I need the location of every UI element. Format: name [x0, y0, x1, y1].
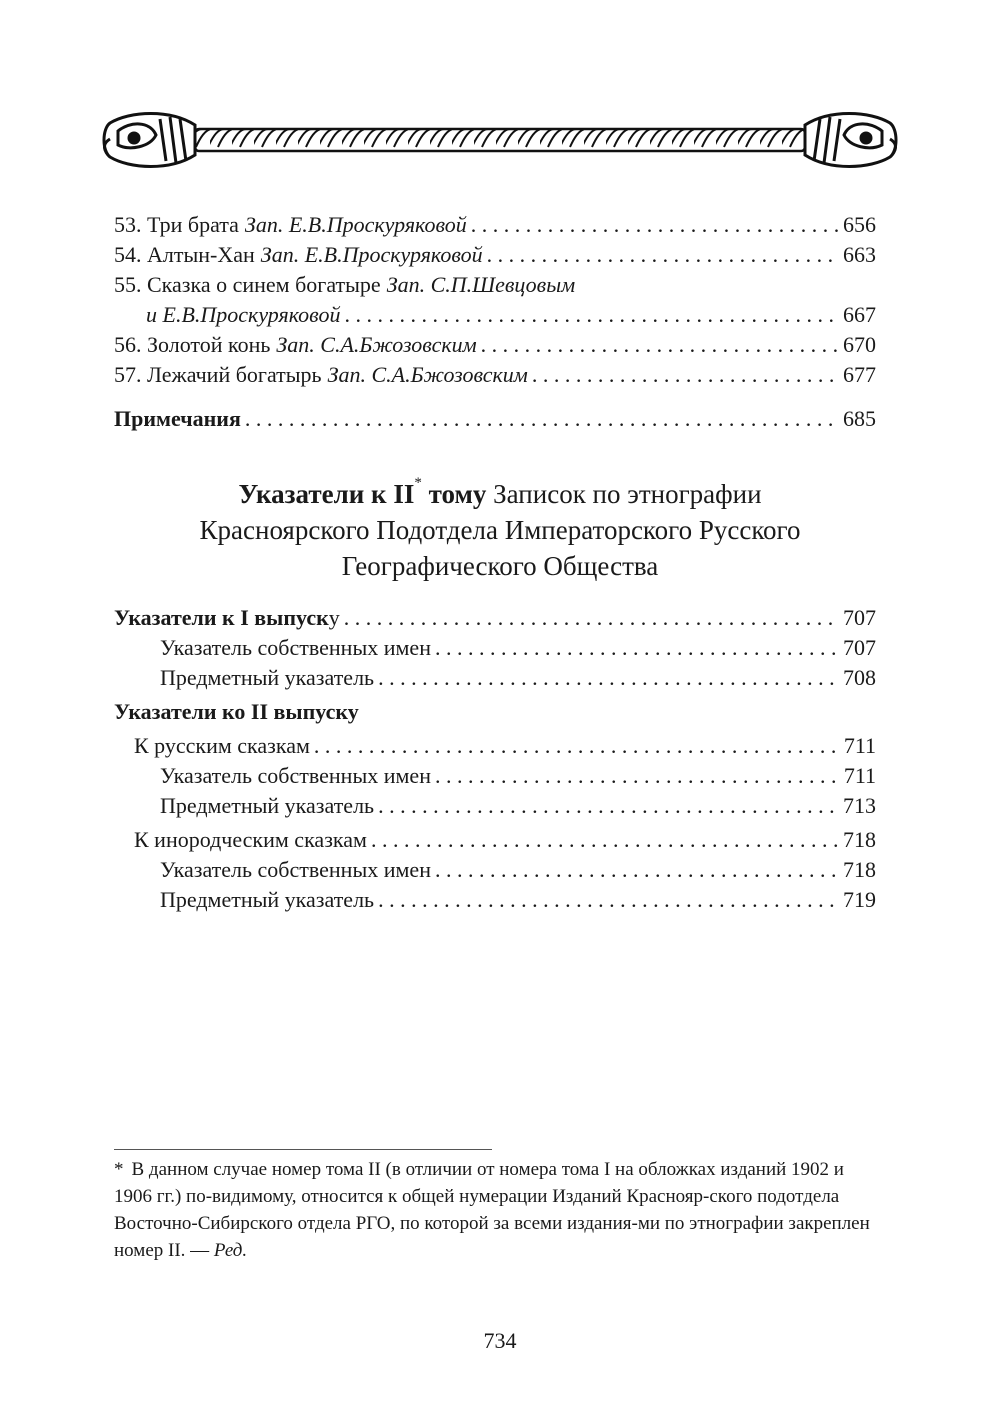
footnote-star: *	[114, 1159, 124, 1180]
toc-entry[interactable]	[114, 360, 876, 390]
page-number: 734	[483, 1328, 517, 1353]
footnote-marker[interactable]: *	[414, 475, 422, 491]
entry-page: 719	[843, 887, 876, 912]
leader-dots	[378, 663, 839, 693]
leader-dots	[245, 404, 839, 434]
entry-author: Зап. Е.В.Проскуряковой	[260, 242, 483, 267]
toc-entry[interactable]	[114, 240, 876, 270]
heading-line1-rest: Записок по этнографии	[486, 479, 762, 509]
entry-page: 718	[843, 857, 876, 882]
toc-entry[interactable]	[114, 633, 876, 663]
entry-title-tail: у	[328, 605, 340, 630]
entry-title: Указатели к I выпуск	[114, 605, 329, 630]
heading-line2: Красноярского Подотдела Императорского Русского	[199, 515, 801, 545]
entry-author: Зап. С.А.Бжозовским	[276, 332, 477, 357]
entry-title: К русским сказкам	[134, 733, 310, 758]
entry-author: и Е.В.Проскуряковой	[146, 302, 341, 327]
leader-dots	[378, 885, 839, 915]
heading-bold: Указатели к II	[238, 479, 415, 509]
entry-page: 707	[843, 605, 876, 630]
entry-title: Предметный указатель	[160, 665, 375, 690]
toc-entry[interactable]	[114, 791, 876, 821]
footnote-text: В данном случае номер тома II (в отличии от номера тома I на обложках изданий 1902 и 1906 гг.) по-видимому, относится к общей нумерации Изданий Краснояр-ского подотдела Восточно-Сибирского отдела РГО, по которой за всеми издания-ми по этнографии закреплен номер II. —	[114, 1159, 870, 1261]
ornament-right-end	[805, 114, 896, 167]
toc-indexes	[114, 603, 876, 915]
section-heading	[100, 476, 900, 584]
entry-title: Указатель собственных имен	[160, 763, 431, 788]
entry-page: 708	[843, 665, 876, 690]
leader-dots	[471, 210, 839, 240]
entry-title: К инородческим сказкам	[134, 827, 367, 852]
entry-page: 713	[843, 793, 876, 818]
entry-title: Предметный указатель	[160, 887, 375, 912]
entry-title: 55. Сказка о синем богатыре	[114, 272, 381, 297]
entry-author: Зап. Е.В.Проскуряковой	[244, 212, 467, 237]
leader-dots	[487, 240, 839, 270]
entry-title: Предметный указатель	[160, 793, 375, 818]
entry-page: 663	[843, 242, 876, 267]
toc-tales	[114, 210, 876, 434]
toc-entry[interactable]	[114, 270, 876, 300]
leader-dots	[435, 761, 840, 791]
entry-page: 667	[843, 302, 876, 327]
leader-dots	[378, 791, 839, 821]
leader-dots	[371, 825, 839, 855]
entry-page: 711	[843, 733, 876, 758]
entry-author: Зап. С.А.Бжозовским	[327, 362, 528, 387]
entry-page: 656	[843, 212, 876, 237]
leader-dots	[481, 330, 839, 360]
entry-title: Примечания	[114, 406, 241, 431]
entry-title: 57. Лежачий богатырь	[114, 362, 322, 387]
entry-title: 53. Три брата	[114, 212, 239, 237]
heading-line3: Географического Общества	[341, 551, 659, 581]
entry-title: Указатель собственных имен	[160, 635, 431, 660]
entry-page: 677	[843, 362, 876, 387]
entry-title: 56. Золотой конь	[114, 332, 271, 357]
entry-author: Зап. С.П.Шевцовым	[386, 272, 576, 297]
leader-dots	[532, 360, 839, 390]
toc-subheading	[114, 697, 876, 727]
entry-page: 670	[843, 332, 876, 357]
entry-page: 685	[843, 406, 876, 431]
entry-page: 711	[843, 763, 876, 788]
toc-entry[interactable]	[114, 663, 876, 693]
toc-entry[interactable]	[114, 885, 876, 915]
entry-title: Указатели ко II выпуску	[114, 699, 359, 724]
toc-entry[interactable]	[114, 825, 876, 855]
footnote-divider	[114, 1149, 492, 1150]
toc-entry[interactable]	[114, 761, 876, 791]
heading-bold-2: тому	[421, 479, 487, 509]
toc-entry[interactable]	[114, 330, 876, 360]
entry-page: 718	[843, 827, 876, 852]
leader-dots	[435, 855, 839, 885]
toc-entry-continuation[interactable]	[114, 300, 876, 330]
toc-entry[interactable]	[114, 210, 876, 240]
toc-entry[interactable]	[114, 855, 876, 885]
ornament-left-end	[104, 114, 195, 167]
toc-entry[interactable]	[114, 731, 876, 761]
footnote-editor: Ред.	[213, 1240, 248, 1261]
toc-entry[interactable]	[114, 603, 876, 633]
toc-entry-notes[interactable]	[114, 404, 876, 434]
leader-dots	[344, 603, 839, 633]
entry-title: Указатель собственных имен	[160, 857, 431, 882]
leader-dots	[314, 731, 840, 761]
footnote	[114, 1156, 884, 1264]
entry-title: 54. Алтын-Хан	[114, 242, 255, 267]
header-ornament	[100, 105, 900, 175]
entry-page: 707	[843, 635, 876, 660]
leader-dots	[435, 633, 839, 663]
leader-dots	[344, 300, 839, 330]
